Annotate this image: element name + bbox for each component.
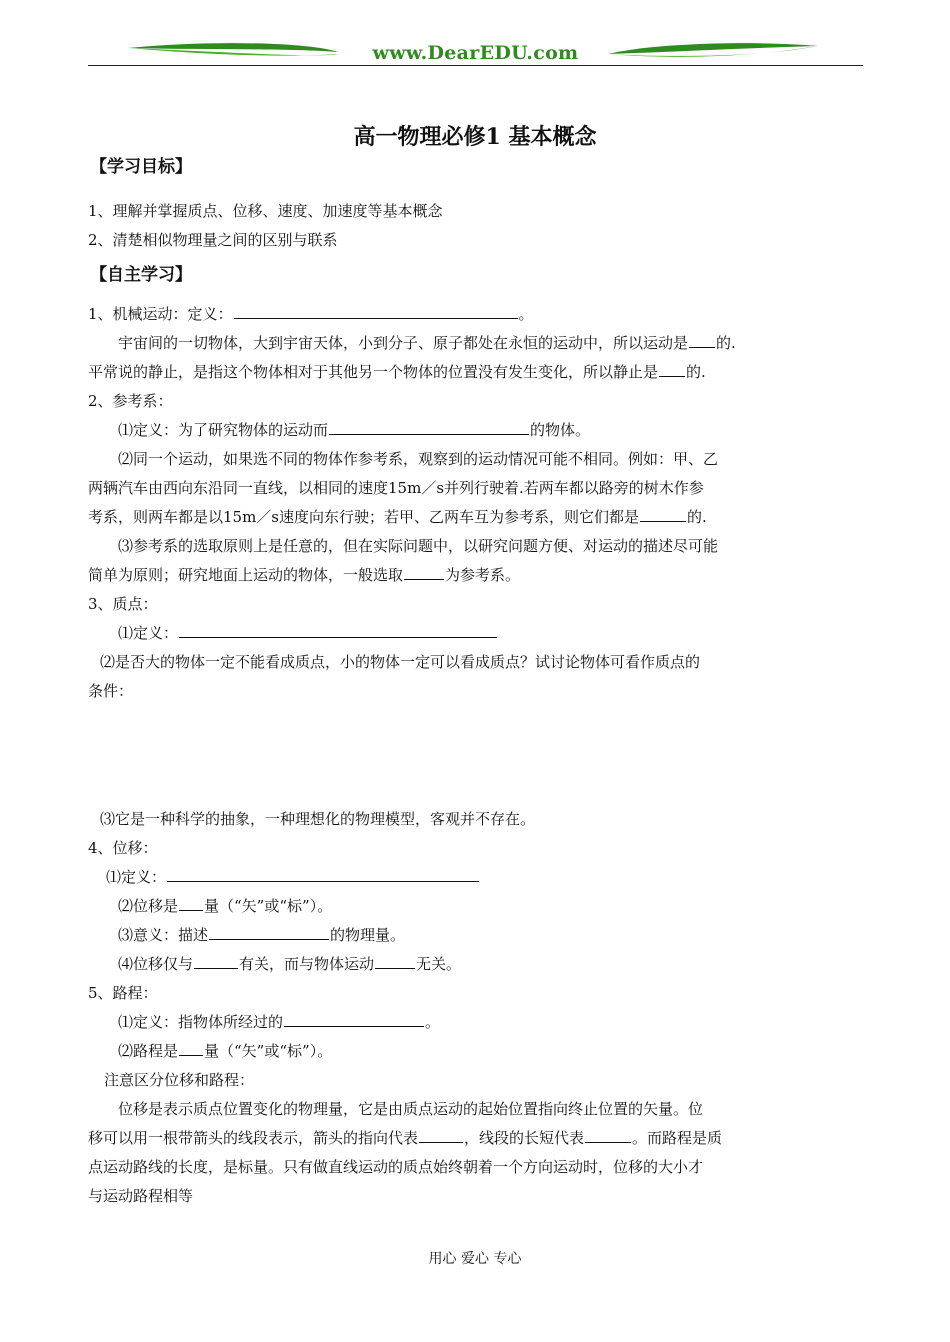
text: 。而路程是质: [632, 1129, 723, 1147]
text: 量（“矢”或“标”）。: [204, 1042, 333, 1060]
text: 考系，则两车都是以15m／s速度向东行驶；若甲、乙两车互为参考系，则它们都是: [88, 508, 640, 526]
text: ⑷位移仅与: [118, 955, 194, 973]
paragraph-line: 条件：: [88, 682, 134, 700]
paragraph-line: 点运动路线的长度，是标量。只有做直线运动的质点始终朝着一个方向运动时，位移的大小才: [88, 1158, 704, 1176]
self-study-content-continued: [88, 805, 866, 1211]
fill-blank: [209, 923, 329, 940]
fill-blank: [640, 505, 686, 522]
paragraph-line: [88, 358, 866, 387]
goals-list: [88, 197, 866, 255]
paragraph-line: [88, 1008, 866, 1037]
text: ⑴定义：为了研究物体的运动而: [118, 421, 329, 439]
paragraph-line: ⑶参考系的选取原则上是任意的，但在实际问题中，以研究问题方便、对运动的描述尽可能: [118, 537, 719, 555]
text: 为参考系。: [445, 566, 521, 584]
text: ⑶意义：描述: [118, 926, 209, 944]
paragraph-line: [88, 863, 866, 892]
paragraph-line: 与运动路程相等: [88, 1187, 194, 1205]
text: 的.: [686, 363, 706, 381]
fill-blank: [689, 331, 715, 348]
goal-item: 1、理解并掌握质点、位移、速度、加速度等基本概念: [88, 202, 443, 220]
paragraph-line: [88, 1037, 866, 1066]
fill-blank: [167, 865, 479, 882]
paragraph-line: [88, 503, 866, 532]
fill-blank: [585, 1126, 631, 1143]
header-divider: [88, 65, 863, 66]
text: ，线段的长短代表: [464, 1129, 585, 1147]
text: 的物体。: [530, 421, 591, 439]
text: 1、机械运动：定义：: [88, 305, 233, 323]
text: ⑵位移是: [118, 897, 179, 915]
fill-blank: [659, 360, 685, 377]
text: ⑴定义：: [118, 624, 179, 642]
text: 简单为原则；研究地面上运动的物体，一般选取: [88, 566, 404, 584]
paragraph-line: [88, 950, 866, 979]
item-reference-frame: 2、参考系：: [88, 392, 173, 410]
text: 的物理量。: [330, 926, 406, 944]
paragraph-line: [88, 329, 866, 358]
fill-blank: [179, 1039, 203, 1056]
paragraph-line: [88, 561, 866, 590]
fill-blank: [375, 952, 415, 969]
paragraph-line: [88, 416, 866, 445]
fill-blank: [179, 894, 203, 911]
paragraph-line: [88, 892, 866, 921]
text: 的.: [687, 508, 707, 526]
paragraph-line: 两辆汽车由西向东沿同一直线，以相同的速度15m／s并列行驶着.若两车都以路旁的树木作参: [88, 479, 704, 497]
text: 移可以用一根带箭头的线段表示，箭头的指向代表: [88, 1129, 419, 1147]
text: 量（“矢”或“标”）。: [204, 897, 333, 915]
paragraph-line: [88, 921, 866, 950]
text: ⑴定义：指物体所经过的: [118, 1013, 284, 1031]
fill-blank: [404, 563, 444, 580]
page-footer: 用心 爱心 专心: [428, 1251, 522, 1267]
text: 平常说的静止，是指这个物体相对于其他另一个物体的位置没有发生变化，所以静止是: [88, 363, 659, 381]
text: ⑵路程是: [118, 1042, 179, 1060]
item-mechanical-motion: [88, 300, 866, 329]
section-heading-self-study: 【自主学习】: [90, 265, 192, 285]
text: 的.: [716, 334, 736, 352]
paragraph-line: ⑶它是一种科学的抽象，一种理想化的物理模型，客观并不存在。: [100, 810, 536, 828]
text: 。: [425, 1013, 441, 1031]
fill-blank: [329, 418, 529, 435]
fill-blank: [284, 1010, 424, 1027]
document-title: 高一物理必修1 基本概念: [353, 124, 597, 150]
self-study-content: [88, 300, 866, 706]
text: ⑴定义：: [106, 868, 167, 886]
note-heading: 注意区分位移和路程：: [104, 1071, 255, 1089]
text: 无关。: [416, 955, 462, 973]
paragraph-line: 位移是表示质点位置变化的物理量，它是由质点运动的起始位置指向终止位置的矢量。位: [118, 1100, 704, 1118]
fill-blank: [194, 952, 238, 969]
item-path-length: 5、路程：: [88, 984, 158, 1002]
fill-blank: [179, 621, 497, 638]
text: 有关，而与物体运动: [239, 955, 375, 973]
item-displacement: 4、位移：: [88, 839, 158, 857]
section-heading-goals: 【学习目标】: [90, 157, 192, 177]
paragraph-line: [88, 1124, 866, 1153]
text: 。: [518, 305, 534, 323]
paragraph-line: [88, 619, 866, 648]
item-particle: 3、质点：: [88, 595, 158, 613]
paragraph-line: ⑵同一个运动，如果选不同的物体作参考系，观察到的运动情况可能不相同。例如：甲、乙: [118, 450, 719, 468]
site-logo-text: www.DearEDU.com: [372, 42, 579, 64]
paragraph-line: ⑵是否大的物体一定不能看成质点，小的物体一定可以看成质点？试讨论物体可看作质点的: [100, 653, 701, 671]
fill-blank: [234, 302, 518, 319]
fill-blank: [419, 1126, 463, 1143]
text: 宇宙间的一切物体，大到宇宙天体，小到分子、原子都处在永恒的运动中，所以运动是: [118, 334, 689, 352]
goal-item: 2、清楚相似物理量之间的区别与联系: [88, 231, 338, 249]
